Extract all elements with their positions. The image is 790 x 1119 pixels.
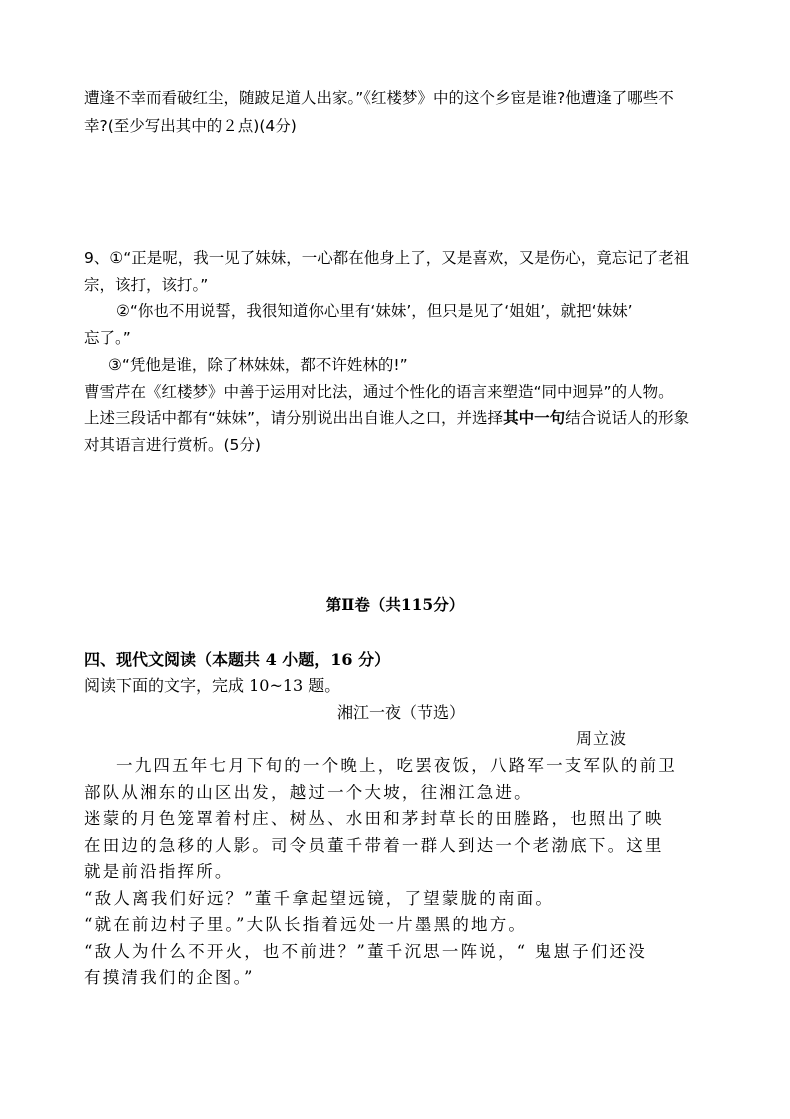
dialogue-line: 有摸清我们的企图。” <box>84 968 255 987</box>
q9-quote1-line1 <box>84 248 689 268</box>
q9-quote1-line2: 宗，该打，该打。” <box>84 276 209 294</box>
article-paragraph-line: 就是前沿指挥所。 <box>84 862 234 881</box>
q8-line-1: 遭逢不幸而看破红尘，随跛足道人出家。”《红楼梦》中的这个乡宦是谁?他遭逢了哪些不 <box>84 89 674 107</box>
section-heading: 四、现代文阅读（本题共 4 小题，16 分） <box>84 650 391 669</box>
article-author: 周立波 <box>576 729 628 748</box>
dialogue-line: “就在前边村子里。”大队长指着远处一片墨黑的地方。 <box>84 915 528 934</box>
section-instruction: 阅读下面的文字，完成 10~13 题。 <box>84 676 341 695</box>
article-paragraph-line: 在田边的急移的人影。司令员董千带着一群人到达一个老渤底下。这里 <box>84 836 664 855</box>
q9-prompt-line2 <box>84 408 689 428</box>
dialogue-line: “敌人为什么不开火，也不前进？”董千沉思一阵说，“ 鬼崽子们还没 <box>84 942 647 961</box>
q9-prompt-emphasis: 其中一句 <box>503 409 566 427</box>
q9-number: 9、 <box>84 249 110 267</box>
article-title: 湘江一夜（节选） <box>336 703 465 722</box>
q9-quote1-text: ①“正是呢，我一见了妹妹，一心都在他身上了，又是喜欢，又是伤心，竟忘记了老祖 <box>109 249 690 267</box>
q9-prompt-line3: 对其语言进行赏析。(5分) <box>84 436 261 454</box>
article-paragraph-line: 迷蒙的月色笼罩着村庄、树丛、水田和茅封草长的田塍路，也照出了映 <box>84 809 664 828</box>
q9-quote2-line1: ②“你也不用说誓，我很知道你心里有‘妹妹’，但只是见了‘姐姐’，就把‘妹妹’ <box>116 302 633 320</box>
dialogue-line: “敌人离我们好远？”董千拿起望远镜，了望蒙胧的南面。 <box>84 889 555 908</box>
q9-prompt-text: 上述三段话中都有“妹妹”，请分别说出出自谁人之口，并选择 <box>84 409 504 427</box>
article-paragraph-line: 部队从湘东的山区出发，越过一个大坡，往湘江急进。 <box>84 783 533 802</box>
q8-line-2: 幸?(至少写出其中的２点)(4分) <box>84 117 297 135</box>
volume-title: 第Ⅱ卷（共115分） <box>325 595 465 614</box>
q9-prompt-line1: 曹雪芹在《红楼梦》中善于运用对比法，通过个性化的语言来塑造“同中迥异”的人物。 <box>84 383 674 401</box>
q9-quote2-line2: 忘了。” <box>84 329 131 347</box>
q9-prompt-text-end: 结合说话人的形象 <box>565 409 690 427</box>
q9-quote3: ③“凭他是谁，除了林妹妹，都不许姓林的!” <box>108 356 408 374</box>
article-paragraph-1: 一九四五年七月下旬的一个晚上，吃罢夜饭，八路军一支军队的前卫 <box>116 756 677 775</box>
